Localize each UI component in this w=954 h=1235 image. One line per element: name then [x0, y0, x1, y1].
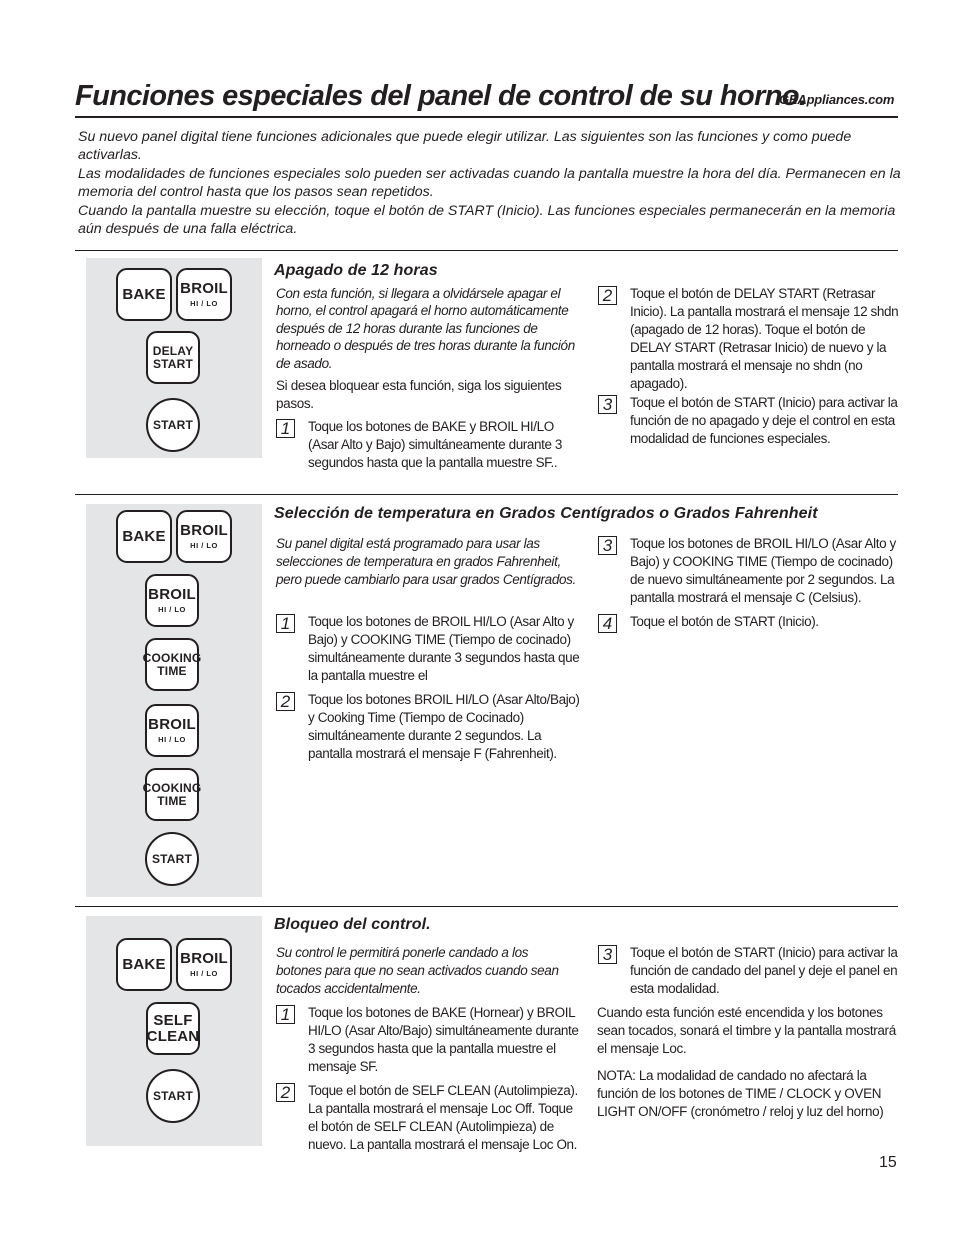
- start-button: START: [146, 1069, 200, 1123]
- intro-text: [78, 129, 903, 240]
- step-number: 1: [276, 1005, 295, 1024]
- step-text: Toque el botón de START (Inicio).: [630, 614, 819, 629]
- broil-hilo-button: BROIL HI / LO: [176, 938, 232, 991]
- broil-hilo-button: BROIL HI / LO: [176, 268, 232, 321]
- section-title: Bloqueo del control.: [274, 916, 431, 933]
- step-text: Toque los botones de BAKE y BROIL HI/LO (Asar Alto y Bajo) simultáneamente durante 3 segundos hasta que la pantalla muestre SF..: [308, 419, 563, 470]
- section-intro: Su control le permitirá ponerle candado a los botones para que no sean activados cuando sean tocados accidentalmente.: [276, 945, 559, 996]
- self-clean-button: SELF CLEAN: [146, 1002, 200, 1055]
- bake-button: BAKE: [116, 938, 172, 991]
- step-3: [598, 535, 901, 607]
- section-note: Si desea bloquear esta función, siga los siguientes pasos.: [276, 378, 562, 411]
- step-number: 1: [276, 614, 295, 633]
- step-number: 2: [598, 286, 617, 305]
- step-text: Toque los botones de BROIL HI/LO (Asar Alto y Bajo) y COOKING TIME (Tiempo de cocinado) simultáneamente durante 3 segundos hasta que la pantalla muestre el: [308, 614, 580, 683]
- intro-paragraph: Cuando la pantalla muestre su elección, toque el botón de START (Inicio). Las funciones especiales permanecerán en la memoria aún después de una falla eléctrica.: [78, 203, 896, 237]
- step-number: 3: [598, 395, 617, 414]
- step-number: 2: [276, 1083, 295, 1102]
- step-4: [598, 613, 901, 633]
- intro-paragraph: Su nuevo panel digital tiene funciones adicionales que puede elegir utilizar. Las siguientes son las funciones y como puede activarlas.: [78, 129, 852, 163]
- step-2: [598, 285, 901, 393]
- website-label: GEAppliances.com: [779, 92, 895, 107]
- step-3: [598, 394, 901, 448]
- step-3: [598, 944, 901, 998]
- section-title: Apagado de 12 horas: [274, 262, 438, 279]
- broil-hilo-button: BROIL HI / LO: [176, 510, 232, 563]
- step-number: 3: [598, 945, 617, 964]
- step-2: [276, 1082, 580, 1154]
- start-button: START: [146, 398, 200, 452]
- step-1: [276, 418, 576, 472]
- cooking-time-button: COOKING TIME: [145, 768, 199, 821]
- step-text: Toque el botón de START (Inicio) para activar la función de candado del panel y deje el panel en esta modalidad.: [630, 945, 898, 996]
- section-intro: Con esta función, si llegara a olvidársele apagar el horno, el control apagará el horno automáticamente después de 12 horas durante las funciones de horneado o después de tres horas durante la función de asado.: [276, 286, 575, 371]
- page-title: Funciones especiales del panel de control de su horno.: [75, 80, 807, 112]
- control-panel-illustration: [86, 258, 262, 458]
- step-1: [276, 613, 580, 685]
- broil-hilo-button: BROIL HI / LO: [145, 574, 199, 627]
- section-intro: Su panel digital está programado para usar las selecciones de temperatura en grados Fahrenheit, pero puede cambiarlo para usar grados Centígrados.: [276, 536, 576, 587]
- step-2: [276, 691, 580, 763]
- step-1: [276, 1004, 580, 1076]
- intro-paragraph: Las modalidades de funciones especiales solo pueden ser activadas cuando la pantalla muestre la hora del día. Permanecen en la memoria del control hasta que los pasos sean repetidos.: [78, 166, 901, 200]
- section-note: NOTA: La modalidad de candado no afectará la función de los botones de TIME / CLOCK y OVEN LIGHT ON/OFF (cronómetro / reloj y luz del horno): [597, 1068, 884, 1119]
- page-number: 15: [879, 1154, 897, 1171]
- section-paragraph: Cuando esta función esté encendida y los botones sean tocados, sonará el timbre y la pantalla mostrará el mensaje Loc.: [597, 1005, 896, 1056]
- step-text: Toque los botones de BAKE (Hornear) y BROIL HI/LO (Asar Alto/Bajo) simultáneamente durante 3 segundos hasta que la pantalla muestre el mensaje SF.: [308, 1005, 579, 1074]
- control-panel-illustration: [86, 504, 262, 897]
- start-button: START: [145, 832, 199, 886]
- broil-hilo-button: BROIL HI / LO: [145, 704, 199, 757]
- section-divider: [75, 494, 898, 495]
- step-number: 4: [598, 614, 617, 633]
- step-text: Toque el botón de START (Inicio) para activar la función de no apagado y deje el control en esta modalidad de funciones especiales.: [630, 395, 898, 446]
- step-number: 3: [598, 536, 617, 555]
- header-rule: [75, 116, 898, 118]
- step-text: Toque los botones de BROIL HI/LO (Asar Alto y Bajo) y COOKING TIME (Tiempo de cocinado) de nuevo simultáneamente por 2 segundos. La pantalla mostrará el mensaje C (Celsius).: [630, 536, 896, 605]
- control-panel-illustration: [86, 916, 262, 1146]
- cooking-time-button: COOKING TIME: [145, 638, 199, 691]
- step-text: Toque los botones BROIL HI/LO (Asar Alto/Bajo) y Cooking Time (Tiempo de Cocinado) simultáneamente durante 2 segundos. La pantalla mostrará el mensaje F (Fahrenheit).: [308, 692, 580, 761]
- section-divider: [75, 906, 898, 907]
- step-number: 1: [276, 419, 295, 438]
- step-text: Toque el botón de DELAY START (Retrasar Inicio). La pantalla mostrará el mensaje 12 shdn (apagado de 12 horas). Toque el botón de DELAY START (Retrasar Inicio) de nuevo y la pantalla mostrará el mensaje no shdn (no apagado).: [630, 286, 899, 391]
- bake-button: BAKE: [116, 268, 172, 321]
- section-title: Selección de temperatura en Grados Centígrados o Grados Fahrenheit: [274, 505, 818, 522]
- section-divider: [75, 250, 898, 251]
- delay-start-button: DELAY START: [146, 331, 200, 384]
- step-number: 2: [276, 692, 295, 711]
- bake-button: BAKE: [116, 510, 172, 563]
- step-text: Toque el botón de SELF CLEAN (Autolimpieza). La pantalla mostrará el mensaje Loc Off. Toque el botón de SELF CLEAN (Autolimpieza) de nuevo. La pantalla mostrará el mensaje Loc On.: [308, 1083, 578, 1152]
